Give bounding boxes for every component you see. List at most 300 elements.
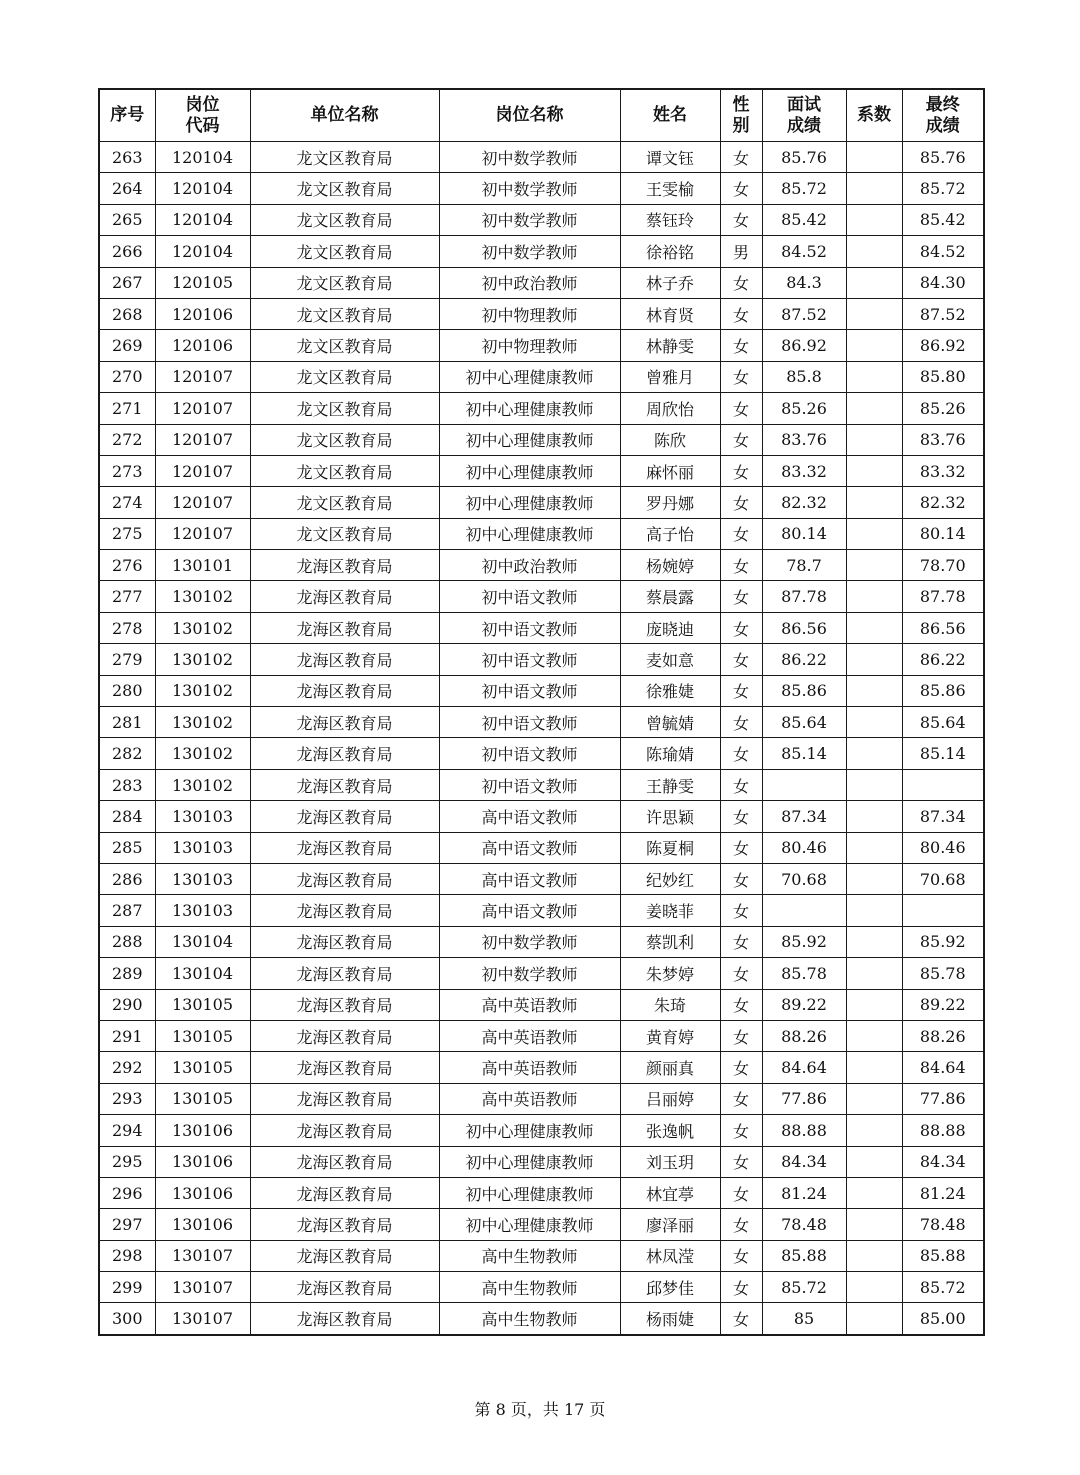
cell-gender: 女 (720, 1240, 762, 1271)
table-row (99, 1083, 984, 1114)
cell-coefficient (846, 895, 902, 926)
cell-gender: 女 (720, 644, 762, 675)
cell-interview-score: 83.32 (762, 455, 846, 486)
cell-gender: 女 (720, 675, 762, 706)
cell-final-score: 78.70 (902, 550, 984, 581)
cell-final-score: 85.88 (902, 1240, 984, 1271)
table-row (99, 204, 984, 235)
cell-final-score: 83.32 (902, 455, 984, 486)
cell-unit-name: 龙文区教育局 (250, 518, 439, 549)
cell-post-code: 130105 (155, 1020, 250, 1051)
cell-unit-name: 龙文区教育局 (250, 330, 439, 361)
cell-final-score: 85.72 (902, 1272, 984, 1303)
cell-candidate-name: 曾毓婧 (620, 707, 720, 738)
cell-final-score: 85.72 (902, 173, 984, 204)
table-row (99, 236, 984, 267)
cell-gender: 女 (720, 361, 762, 392)
cell-unit-name: 龙文区教育局 (250, 236, 439, 267)
cell-interview-score: 85.42 (762, 204, 846, 235)
table-row (99, 1303, 984, 1335)
cell-serial-number: 293 (99, 1083, 155, 1114)
cell-post-code: 120105 (155, 267, 250, 298)
cell-gender: 女 (720, 1209, 762, 1240)
cell-post-name: 初中语文教师 (439, 675, 620, 706)
cell-final-score: 84.30 (902, 267, 984, 298)
cell-serial-number: 288 (99, 926, 155, 957)
cell-post-code: 120107 (155, 518, 250, 549)
cell-candidate-name: 许思颖 (620, 801, 720, 832)
table-row (99, 644, 984, 675)
score-table (98, 88, 985, 1336)
cell-post-code: 130105 (155, 1083, 250, 1114)
cell-gender: 女 (720, 424, 762, 455)
cell-interview-score: 81.24 (762, 1177, 846, 1208)
table-row (99, 863, 984, 894)
cell-candidate-name: 林静雯 (620, 330, 720, 361)
cell-post-name: 高中生物教师 (439, 1272, 620, 1303)
cell-post-name: 初中心理健康教师 (439, 361, 620, 392)
cell-serial-number: 264 (99, 173, 155, 204)
cell-coefficient (846, 644, 902, 675)
cell-serial-number: 291 (99, 1020, 155, 1051)
cell-final-score: 70.68 (902, 863, 984, 894)
cell-candidate-name: 麦如意 (620, 644, 720, 675)
cell-unit-name: 龙海区教育局 (250, 550, 439, 581)
header-coefficient: 系数 (846, 89, 902, 142)
cell-post-name: 初中政治教师 (439, 267, 620, 298)
page-footer: 第 8 页，共 17 页 (474, 1400, 606, 1419)
cell-post-code: 130103 (155, 895, 250, 926)
cell-candidate-name: 朱梦婷 (620, 958, 720, 989)
cell-unit-name: 龙海区教育局 (250, 1083, 439, 1114)
cell-candidate-name: 徐裕铭 (620, 236, 720, 267)
cell-gender: 女 (720, 1272, 762, 1303)
cell-interview-score: 78.7 (762, 550, 846, 581)
cell-coefficient (846, 361, 902, 392)
cell-unit-name: 龙海区教育局 (250, 1272, 439, 1303)
cell-coefficient (846, 581, 902, 612)
cell-gender: 女 (720, 487, 762, 518)
cell-post-code: 130103 (155, 832, 250, 863)
header-gender: 性 别 (720, 89, 762, 142)
table-row (99, 738, 984, 769)
cell-unit-name: 龙海区教育局 (250, 1240, 439, 1271)
cell-serial-number: 266 (99, 236, 155, 267)
cell-unit-name: 龙文区教育局 (250, 173, 439, 204)
table-row (99, 487, 984, 518)
cell-unit-name: 龙海区教育局 (250, 989, 439, 1020)
cell-candidate-name: 麻怀丽 (620, 455, 720, 486)
cell-final-score: 78.48 (902, 1209, 984, 1240)
cell-post-name: 初中语文教师 (439, 707, 620, 738)
cell-post-code: 120104 (155, 142, 250, 173)
cell-gender: 女 (720, 1303, 762, 1335)
cell-post-code: 130102 (155, 644, 250, 675)
cell-candidate-name: 黄育婷 (620, 1020, 720, 1051)
cell-final-score: 85.80 (902, 361, 984, 392)
table-row (99, 330, 984, 361)
cell-post-code: 120107 (155, 424, 250, 455)
cell-interview-score: 89.22 (762, 989, 846, 1020)
cell-candidate-name: 陈瑜婧 (620, 738, 720, 769)
table-row (99, 393, 984, 424)
cell-coefficient (846, 675, 902, 706)
cell-final-score: 84.34 (902, 1146, 984, 1177)
table-row (99, 1146, 984, 1177)
cell-post-code: 130103 (155, 863, 250, 894)
cell-coefficient (846, 863, 902, 894)
cell-coefficient (846, 550, 902, 581)
table-row (99, 769, 984, 800)
cell-coefficient (846, 1303, 902, 1335)
cell-serial-number: 269 (99, 330, 155, 361)
table-header-row (99, 89, 984, 142)
cell-interview-score: 87.52 (762, 298, 846, 329)
cell-gender: 女 (720, 267, 762, 298)
cell-post-code: 130102 (155, 738, 250, 769)
cell-gender: 女 (720, 1052, 762, 1083)
cell-post-name: 高中语文教师 (439, 895, 620, 926)
cell-post-name: 高中生物教师 (439, 1240, 620, 1271)
cell-post-name: 初中数学教师 (439, 142, 620, 173)
cell-coefficient (846, 612, 902, 643)
header-candidate-name: 姓名 (620, 89, 720, 142)
cell-candidate-name: 谭文钰 (620, 142, 720, 173)
cell-interview-score: 87.34 (762, 801, 846, 832)
cell-unit-name: 龙文区教育局 (250, 361, 439, 392)
cell-serial-number: 273 (99, 455, 155, 486)
cell-interview-score: 85.76 (762, 142, 846, 173)
cell-post-code: 130102 (155, 769, 250, 800)
cell-interview-score: 87.78 (762, 581, 846, 612)
cell-candidate-name: 高子怡 (620, 518, 720, 549)
cell-post-name: 初中心理健康教师 (439, 518, 620, 549)
cell-post-name: 高中语文教师 (439, 863, 620, 894)
cell-final-score: 85.14 (902, 738, 984, 769)
cell-post-code: 120107 (155, 487, 250, 518)
cell-interview-score: 82.32 (762, 487, 846, 518)
cell-post-code: 130102 (155, 612, 250, 643)
cell-unit-name: 龙海区教育局 (250, 1177, 439, 1208)
cell-interview-score: 85.8 (762, 361, 846, 392)
cell-post-code: 130102 (155, 707, 250, 738)
cell-unit-name: 龙文区教育局 (250, 142, 439, 173)
cell-gender: 女 (720, 989, 762, 1020)
cell-gender: 女 (720, 1083, 762, 1114)
table-row (99, 455, 984, 486)
cell-coefficient (846, 1209, 902, 1240)
cell-post-name: 初中数学教师 (439, 173, 620, 204)
cell-candidate-name: 杨婉婷 (620, 550, 720, 581)
table-row (99, 581, 984, 612)
cell-serial-number: 284 (99, 801, 155, 832)
cell-post-code: 130106 (155, 1177, 250, 1208)
header-interview-score: 面试 成绩 (762, 89, 846, 142)
cell-final-score: 88.26 (902, 1020, 984, 1051)
cell-post-name: 高中语文教师 (439, 801, 620, 832)
cell-final-score: 87.78 (902, 581, 984, 612)
cell-coefficient (846, 1146, 902, 1177)
cell-gender: 女 (720, 581, 762, 612)
cell-post-code: 130102 (155, 581, 250, 612)
cell-serial-number: 274 (99, 487, 155, 518)
cell-coefficient (846, 1240, 902, 1271)
cell-post-name: 初中数学教师 (439, 236, 620, 267)
cell-coefficient (846, 801, 902, 832)
cell-final-score: 86.56 (902, 612, 984, 643)
cell-interview-score: 80.46 (762, 832, 846, 863)
cell-post-code: 130107 (155, 1303, 250, 1335)
cell-post-code: 120106 (155, 298, 250, 329)
cell-candidate-name: 邱梦佳 (620, 1272, 720, 1303)
cell-coefficient (846, 518, 902, 549)
cell-post-code: 120106 (155, 330, 250, 361)
cell-interview-score (762, 895, 846, 926)
cell-coefficient (846, 707, 902, 738)
cell-final-score: 85.26 (902, 393, 984, 424)
cell-final-score: 87.34 (902, 801, 984, 832)
cell-post-name: 初中政治教师 (439, 550, 620, 581)
cell-candidate-name: 王雯榆 (620, 173, 720, 204)
cell-interview-score: 85 (762, 1303, 846, 1335)
cell-candidate-name: 颜丽真 (620, 1052, 720, 1083)
cell-coefficient (846, 330, 902, 361)
cell-final-score: 80.14 (902, 518, 984, 549)
cell-gender: 女 (720, 926, 762, 957)
cell-serial-number: 276 (99, 550, 155, 581)
cell-candidate-name: 陈夏桐 (620, 832, 720, 863)
cell-serial-number: 268 (99, 298, 155, 329)
table-row (99, 707, 984, 738)
cell-interview-score: 85.64 (762, 707, 846, 738)
cell-coefficient (846, 204, 902, 235)
cell-post-name: 初中心理健康教师 (439, 1177, 620, 1208)
cell-gender: 女 (720, 455, 762, 486)
cell-coefficient (846, 1272, 902, 1303)
table-row (99, 361, 984, 392)
cell-candidate-name: 王静雯 (620, 769, 720, 800)
cell-coefficient (846, 142, 902, 173)
table-row (99, 298, 984, 329)
cell-candidate-name: 罗丹娜 (620, 487, 720, 518)
cell-unit-name: 龙海区教育局 (250, 675, 439, 706)
table-row (99, 895, 984, 926)
cell-unit-name: 龙文区教育局 (250, 487, 439, 518)
cell-interview-score: 85.26 (762, 393, 846, 424)
cell-candidate-name: 廖泽丽 (620, 1209, 720, 1240)
cell-candidate-name: 张逸帆 (620, 1115, 720, 1146)
cell-post-code: 120107 (155, 361, 250, 392)
cell-coefficient (846, 487, 902, 518)
cell-interview-score: 84.3 (762, 267, 846, 298)
cell-interview-score: 88.26 (762, 1020, 846, 1051)
cell-candidate-name: 林宜葶 (620, 1177, 720, 1208)
cell-unit-name: 龙海区教育局 (250, 1115, 439, 1146)
cell-candidate-name: 陈欣 (620, 424, 720, 455)
cell-coefficient (846, 1052, 902, 1083)
cell-serial-number: 296 (99, 1177, 155, 1208)
cell-post-code: 120104 (155, 236, 250, 267)
cell-unit-name: 龙海区教育局 (250, 1209, 439, 1240)
cell-interview-score: 88.88 (762, 1115, 846, 1146)
cell-post-code: 130107 (155, 1272, 250, 1303)
cell-coefficient (846, 738, 902, 769)
cell-post-name: 初中语文教师 (439, 738, 620, 769)
cell-interview-score: 78.48 (762, 1209, 846, 1240)
cell-post-name: 初中心理健康教师 (439, 455, 620, 486)
cell-serial-number: 280 (99, 675, 155, 706)
cell-serial-number: 298 (99, 1240, 155, 1271)
cell-serial-number: 278 (99, 612, 155, 643)
cell-interview-score: 85.88 (762, 1240, 846, 1271)
cell-unit-name: 龙海区教育局 (250, 612, 439, 643)
cell-final-score: 84.64 (902, 1052, 984, 1083)
cell-gender: 女 (720, 298, 762, 329)
cell-unit-name: 龙海区教育局 (250, 769, 439, 800)
cell-serial-number: 300 (99, 1303, 155, 1335)
cell-serial-number: 289 (99, 958, 155, 989)
cell-coefficient (846, 393, 902, 424)
cell-unit-name: 龙海区教育局 (250, 738, 439, 769)
cell-gender: 女 (720, 204, 762, 235)
cell-coefficient (846, 989, 902, 1020)
cell-final-score: 77.86 (902, 1083, 984, 1114)
header-post-name: 岗位名称 (439, 89, 620, 142)
table-row (99, 675, 984, 706)
cell-post-name: 初中语文教师 (439, 769, 620, 800)
cell-post-name: 初中语文教师 (439, 644, 620, 675)
cell-coefficient (846, 173, 902, 204)
cell-gender: 女 (720, 769, 762, 800)
cell-post-name: 初中数学教师 (439, 958, 620, 989)
cell-candidate-name: 曾雅月 (620, 361, 720, 392)
cell-final-score: 88.88 (902, 1115, 984, 1146)
cell-serial-number: 299 (99, 1272, 155, 1303)
cell-coefficient (846, 958, 902, 989)
cell-candidate-name: 徐雅婕 (620, 675, 720, 706)
cell-post-code: 130103 (155, 801, 250, 832)
cell-candidate-name: 朱琦 (620, 989, 720, 1020)
cell-post-code: 130104 (155, 958, 250, 989)
cell-serial-number: 292 (99, 1052, 155, 1083)
cell-serial-number: 286 (99, 863, 155, 894)
cell-final-score: 89.22 (902, 989, 984, 1020)
cell-final-score: 83.76 (902, 424, 984, 455)
cell-interview-score: 77.86 (762, 1083, 846, 1114)
cell-final-score: 87.52 (902, 298, 984, 329)
table-row (99, 142, 984, 173)
cell-post-name: 初中数学教师 (439, 926, 620, 957)
cell-gender: 男 (720, 236, 762, 267)
cell-unit-name: 龙文区教育局 (250, 204, 439, 235)
cell-unit-name: 龙海区教育局 (250, 644, 439, 675)
cell-serial-number: 283 (99, 769, 155, 800)
cell-serial-number: 270 (99, 361, 155, 392)
cell-final-score: 80.46 (902, 832, 984, 863)
cell-unit-name: 龙文区教育局 (250, 455, 439, 486)
table-row (99, 267, 984, 298)
cell-candidate-name: 杨雨婕 (620, 1303, 720, 1335)
cell-post-code: 130106 (155, 1115, 250, 1146)
cell-post-name: 初中语文教师 (439, 612, 620, 643)
cell-coefficient (846, 1115, 902, 1146)
cell-post-name: 高中英语教师 (439, 1020, 620, 1051)
cell-post-name: 初中心理健康教师 (439, 487, 620, 518)
cell-coefficient (846, 769, 902, 800)
cell-unit-name: 龙海区教育局 (250, 707, 439, 738)
cell-candidate-name: 庞晓迪 (620, 612, 720, 643)
cell-final-score: 85.92 (902, 926, 984, 957)
cell-interview-score: 85.78 (762, 958, 846, 989)
cell-coefficient (846, 298, 902, 329)
cell-gender: 女 (720, 1020, 762, 1051)
cell-post-code: 130106 (155, 1146, 250, 1177)
cell-post-name: 高中英语教师 (439, 989, 620, 1020)
table-row (99, 832, 984, 863)
cell-serial-number: 285 (99, 832, 155, 863)
cell-interview-score: 85.72 (762, 173, 846, 204)
cell-coefficient (846, 1020, 902, 1051)
cell-serial-number: 297 (99, 1209, 155, 1240)
cell-post-code: 120107 (155, 393, 250, 424)
cell-interview-score: 84.34 (762, 1146, 846, 1177)
cell-serial-number: 287 (99, 895, 155, 926)
cell-final-score: 82.32 (902, 487, 984, 518)
cell-post-name: 初中数学教师 (439, 204, 620, 235)
cell-unit-name: 龙海区教育局 (250, 926, 439, 957)
cell-gender: 女 (720, 550, 762, 581)
cell-coefficient (846, 424, 902, 455)
cell-serial-number: 263 (99, 142, 155, 173)
cell-final-score (902, 895, 984, 926)
cell-serial-number: 281 (99, 707, 155, 738)
cell-candidate-name: 吕丽婷 (620, 1083, 720, 1114)
cell-unit-name: 龙海区教育局 (250, 895, 439, 926)
table-row (99, 173, 984, 204)
cell-post-name: 初中心理健康教师 (439, 1209, 620, 1240)
cell-post-name: 初中语文教师 (439, 581, 620, 612)
cell-final-score: 85.78 (902, 958, 984, 989)
cell-post-code: 120104 (155, 204, 250, 235)
header-serial-number: 序号 (99, 89, 155, 142)
cell-unit-name: 龙海区教育局 (250, 1020, 439, 1051)
cell-post-name: 初中物理教师 (439, 330, 620, 361)
cell-unit-name: 龙海区教育局 (250, 1052, 439, 1083)
cell-serial-number: 277 (99, 581, 155, 612)
cell-gender: 女 (720, 1177, 762, 1208)
cell-coefficient (846, 267, 902, 298)
table-row (99, 958, 984, 989)
cell-candidate-name: 刘玉玥 (620, 1146, 720, 1177)
cell-candidate-name: 林育贤 (620, 298, 720, 329)
cell-unit-name: 龙海区教育局 (250, 832, 439, 863)
cell-interview-score: 85.72 (762, 1272, 846, 1303)
cell-coefficient (846, 832, 902, 863)
header-unit-name: 单位名称 (250, 89, 439, 142)
cell-interview-score: 86.56 (762, 612, 846, 643)
cell-gender: 女 (720, 142, 762, 173)
cell-final-score: 85.86 (902, 675, 984, 706)
cell-serial-number: 272 (99, 424, 155, 455)
cell-interview-score: 85.92 (762, 926, 846, 957)
cell-post-code: 120104 (155, 173, 250, 204)
cell-gender: 女 (720, 518, 762, 549)
cell-coefficient (846, 926, 902, 957)
table-row (99, 1240, 984, 1271)
cell-candidate-name: 蔡钰玲 (620, 204, 720, 235)
cell-serial-number: 279 (99, 644, 155, 675)
cell-final-score: 86.22 (902, 644, 984, 675)
